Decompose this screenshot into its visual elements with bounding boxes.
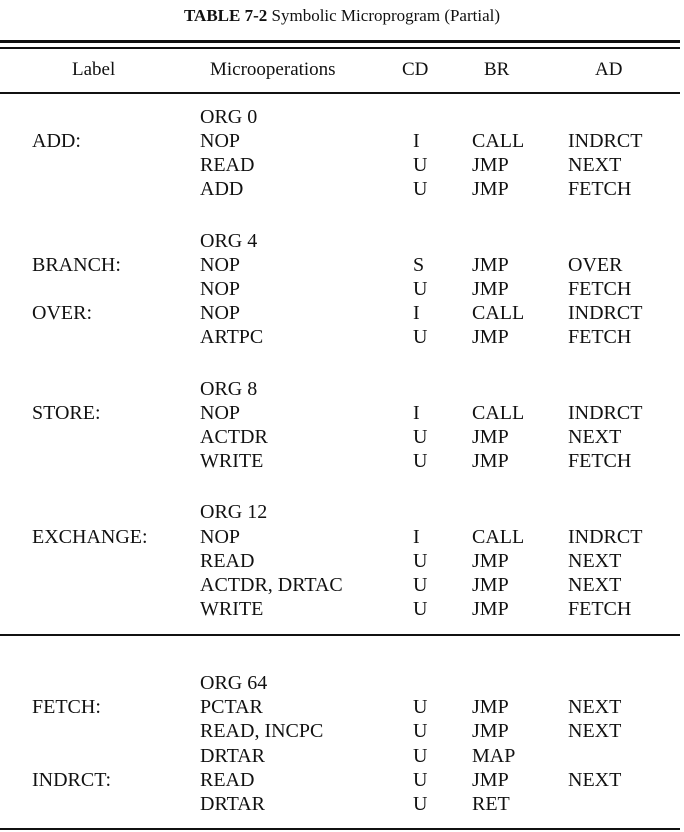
- table-caption: [0, 6, 684, 26]
- cell-cd: U: [413, 745, 428, 767]
- cell-micro: ADD: [200, 178, 244, 200]
- cell-cd: I: [413, 402, 420, 424]
- cell-micro: ORG 12: [200, 501, 268, 523]
- cell-br: JMP: [472, 550, 509, 572]
- cell-micro: ORG 0: [200, 106, 258, 128]
- cell-ad: NEXT: [568, 154, 622, 176]
- cell-label: STORE:: [32, 402, 101, 424]
- cell-micro: PCTAR: [200, 696, 263, 718]
- cell-br: RET: [472, 793, 510, 815]
- cell-label: BRANCH:: [32, 254, 121, 276]
- cell-cd: I: [413, 526, 420, 548]
- cell-micro: ORG 4: [200, 230, 258, 252]
- header-label: Label: [72, 59, 116, 80]
- top-rule: [0, 40, 680, 43]
- cell-cd: U: [413, 696, 428, 718]
- cell-cd: U: [413, 574, 428, 596]
- cell-br: JMP: [472, 769, 509, 791]
- top-rule-inner: [0, 47, 680, 49]
- cell-micro: DRTAR: [200, 793, 265, 815]
- cell-ad: INDRCT: [568, 130, 643, 152]
- table-number: TABLE 7-2: [183, 6, 268, 25]
- cell-label: EXCHANGE:: [32, 526, 148, 548]
- cell-ad: FETCH: [568, 278, 632, 300]
- cell-ad: FETCH: [568, 178, 632, 200]
- cell-br: JMP: [472, 720, 509, 742]
- cell-ad: INDRCT: [568, 302, 643, 324]
- cell-br: MAP: [472, 745, 516, 767]
- cell-ad: FETCH: [568, 450, 632, 472]
- cell-cd: U: [413, 178, 428, 200]
- cell-ad: OVER: [568, 254, 623, 276]
- cell-br: JMP: [472, 178, 509, 200]
- cell-br: JMP: [472, 154, 509, 176]
- cell-micro: ACTDR, DRTAC: [200, 574, 343, 596]
- cell-micro: NOP: [200, 302, 241, 324]
- cell-cd: U: [413, 793, 428, 815]
- header-br: BR: [484, 59, 510, 80]
- cell-br: JMP: [472, 696, 509, 718]
- cell-micro: READ, INCPC: [200, 720, 324, 742]
- cell-br: JMP: [472, 254, 509, 276]
- cell-micro: NOP: [200, 254, 241, 276]
- cell-cd: S: [413, 254, 425, 276]
- cell-br: CALL: [472, 526, 525, 548]
- cell-br: JMP: [472, 574, 509, 596]
- cell-micro: NOP: [200, 278, 241, 300]
- cell-label: OVER:: [32, 302, 92, 324]
- table-title: Symbolic Microprogram (Partial): [271, 6, 501, 25]
- cell-cd: U: [413, 550, 428, 572]
- cell-br: JMP: [472, 426, 509, 448]
- cell-ad: INDRCT: [568, 526, 643, 548]
- cell-br: CALL: [472, 130, 525, 152]
- cell-ad: FETCH: [568, 598, 632, 620]
- cell-micro: ORG 8: [200, 378, 258, 400]
- cell-micro: READ: [200, 154, 255, 176]
- cell-ad: NEXT: [568, 426, 622, 448]
- bottom-rule: [0, 828, 680, 830]
- cell-micro: NOP: [200, 130, 241, 152]
- cell-label: INDRCT:: [32, 769, 112, 791]
- cell-ad: NEXT: [568, 550, 622, 572]
- cell-micro: ARTPC: [200, 326, 264, 348]
- cell-label: FETCH:: [32, 696, 101, 718]
- cell-cd: U: [413, 426, 428, 448]
- section-rule: [0, 634, 680, 636]
- cell-micro: WRITE: [200, 598, 264, 620]
- cell-cd: U: [413, 450, 428, 472]
- cell-ad: INDRCT: [568, 402, 643, 424]
- cell-ad: NEXT: [568, 720, 622, 742]
- cell-br: JMP: [472, 598, 509, 620]
- cell-cd: U: [413, 769, 428, 791]
- cell-ad: NEXT: [568, 696, 622, 718]
- cell-cd: I: [413, 302, 420, 324]
- header-rule: [0, 92, 680, 94]
- cell-micro: ORG 64: [200, 672, 268, 694]
- cell-cd: U: [413, 278, 428, 300]
- cell-cd: U: [413, 326, 428, 348]
- cell-micro: ACTDR: [200, 426, 268, 448]
- cell-cd: U: [413, 154, 428, 176]
- cell-micro: NOP: [200, 526, 241, 548]
- header-cd: CD: [402, 59, 429, 80]
- cell-micro: NOP: [200, 402, 241, 424]
- cell-micro: READ: [200, 769, 255, 791]
- cell-micro: WRITE: [200, 450, 264, 472]
- cell-ad: NEXT: [568, 574, 622, 596]
- cell-br: JMP: [472, 450, 509, 472]
- cell-cd: I: [413, 130, 420, 152]
- cell-ad: FETCH: [568, 326, 632, 348]
- cell-br: JMP: [472, 278, 509, 300]
- cell-br: JMP: [472, 326, 509, 348]
- header-microoperations: Microoperations: [210, 59, 336, 80]
- cell-micro: READ: [200, 550, 255, 572]
- cell-cd: U: [413, 720, 428, 742]
- cell-cd: U: [413, 598, 428, 620]
- cell-br: CALL: [472, 402, 525, 424]
- cell-label: ADD:: [32, 130, 81, 152]
- cell-micro: DRTAR: [200, 745, 265, 767]
- header-ad: AD: [595, 59, 623, 80]
- cell-br: CALL: [472, 302, 525, 324]
- cell-ad: NEXT: [568, 769, 622, 791]
